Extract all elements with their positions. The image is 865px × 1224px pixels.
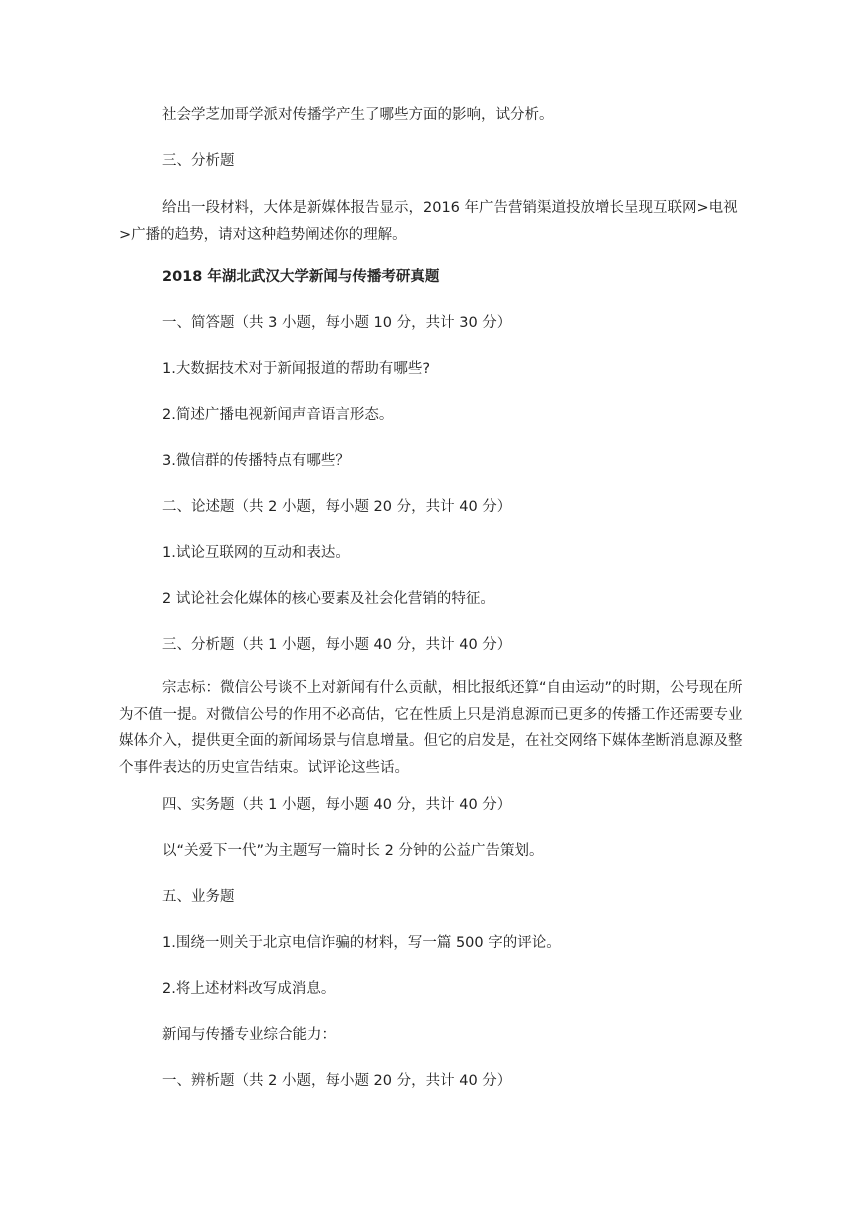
section-heading: 三、分析题 [162,153,235,169]
section-heading: 一、辨析题（共 2 小题，每小题 20 分，共计 40 分） [162,1073,512,1089]
section-heading: 四、实务题（共 1 小题，每小题 40 分，共计 40 分） [162,797,512,813]
question-text: 3.微信群的传播特点有哪些？ [162,453,350,469]
material-paragraph: 宗志标：微信公号谈不上对新闻有什么贡献，相比报纸还算“自由运动”的时期，公号现在所为不值一提。对微信公号的作用不必高估，它在性质上只是消息源而已更多的传播工作还需要专业媒体介入，提供更全面的新闻场景与信息增量。但它的启发是，在社交网络下媒体垄断消息源及整个事件表达的历史宣告结束。试评论这些话。 [119,680,743,776]
part-title: 新闻与传播专业综合能力： [162,1027,336,1043]
question-text: 2.简述广播电视新闻声音语言形态。 [162,407,394,423]
section-heading: 一、简答题（共 3 小题，每小题 10 分，共计 30 分） [162,315,512,331]
exam-title: 2018 年湖北武汉大学新闻与传播考研真题 [162,269,440,285]
question-text: 以“关爱下一代”为主题写一篇时长 2 分钟的公益广告策划。 [162,843,544,859]
material-paragraph: 给出一段材料，大体是新媒体报告显示，2016 年广告营销渠道投放增长呈现互联网>电视>广播的趋势，请对这种趋势阐述你的理解。 [119,200,738,243]
question-text: 1.围绕一则关于北京电信诈骗的材料，写一篇 500 字的评论。 [162,935,561,951]
question-text: 社会学芝加哥学派对传播学产生了哪些方面的影响，试分析。 [162,107,554,123]
question-text: 1.试论互联网的互动和表达。 [162,545,350,561]
section-heading: 五、业务题 [162,889,235,905]
section-heading: 二、论述题（共 2 小题，每小题 20 分，共计 40 分） [162,499,512,515]
question-text: 1.大数据技术对于新闻报道的帮助有哪些? [162,361,431,377]
section-heading: 三、分析题（共 1 小题，每小题 40 分，共计 40 分） [162,637,512,653]
question-text: 2.将上述材料改写成消息。 [162,981,336,997]
question-text: 2 试论社会化媒体的核心要素及社会化营销的特征。 [162,591,495,607]
